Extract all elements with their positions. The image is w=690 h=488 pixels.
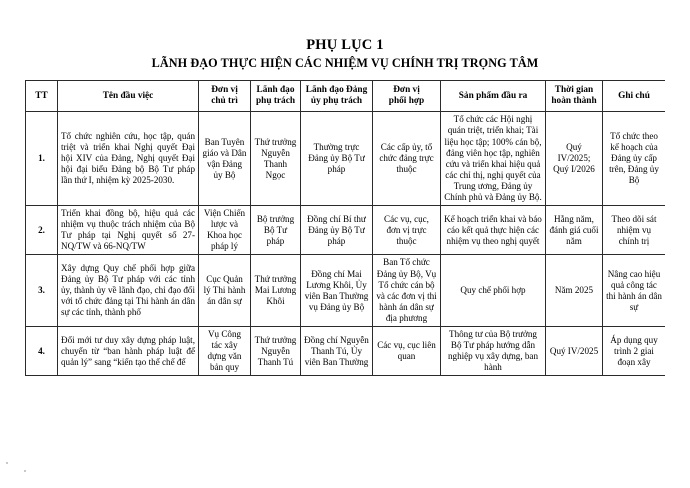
cell-leader: Thứ trưởng Nguyễn Thanh Tú <box>251 327 301 376</box>
cell-leader: Thứ trưởng Nguyễn Thanh Ngọc <box>251 112 301 206</box>
document-title: PHỤ LỤC 1 <box>306 37 384 53</box>
column-header-leader: Lãnh đạo phụ trách <box>251 81 301 112</box>
column-header-tt: TT <box>26 81 58 112</box>
cell-party-leader: Đồng chí Mai Lương Khôi, Ủy viên Ban Thường vụ Đảng ủy Bộ <box>301 255 373 327</box>
column-header-party-leader: Lãnh đạo Đảng ủy phụ trách <box>301 81 373 112</box>
cell-deadline: Quý IV/2025; Quý I/2026 <box>546 112 603 206</box>
cell-output: Tổ chức các Hội nghị quán triệt, triển khai; Tài liệu học tập; 100% cán bộ, đảng viên học tập, nghiên cứu và triển khai hiệu quả các chỉ thị, nghị quyết của Trung ương, Đảng ủy Chính phủ và Đảng ủy Bộ. <box>441 112 546 206</box>
column-header-deadline: Thời gian hoàn thành <box>546 81 603 112</box>
cell-task: Đổi mới tư duy xây dựng pháp luật, chuyển từ “ban hành pháp luật để quản lý” sang “kiến tạo thể chế để <box>58 327 199 376</box>
cell-leader: Thứ trưởng Mai Lương Khôi <box>251 255 301 327</box>
table-row <box>26 327 666 376</box>
title-block <box>0 0 690 72</box>
cell-unit: Ban Tuyên giáo và Dân vận Đảng ủy Bộ <box>199 112 251 206</box>
cell-party-leader: Đồng chí Bí thư Đảng ủy Bộ Tư pháp <box>301 206 373 255</box>
tasks-table-container <box>25 80 665 443</box>
cell-note: Áp dụng quy trình 2 giai đoạn xây <box>603 327 666 376</box>
table-body <box>26 112 666 376</box>
cell-coop-unit: Ban Tổ chức Đảng ủy Bộ, Vụ Tổ chức cán bộ và các đơn vị thi hành án dân sự địa phương <box>373 255 441 327</box>
cell-unit: Cục Quản lý Thi hành án dân sự <box>199 255 251 327</box>
table-header-row <box>26 81 666 112</box>
cell-note: Theo dõi sát nhiệm vụ chính trị <box>603 206 666 255</box>
cell-task: Triển khai đồng bộ, hiệu quả các nhiệm vụ thuộc trách nhiệm của Bộ Tư pháp tại Nghị quyết số 27-NQ/TW và 66-NQ/TW <box>58 206 199 255</box>
scan-speck <box>6 462 8 464</box>
cell-tt: 4. <box>26 327 58 376</box>
cell-output: Thông tư của Bộ trưởng Bộ Tư pháp hướng dẫn nghiệp vụ xây dựng, ban hành <box>441 327 546 376</box>
table-row <box>26 206 666 255</box>
scan-speck <box>24 470 26 472</box>
table-row <box>26 112 666 206</box>
cell-deadline: Quý IV/2025 <box>546 327 603 376</box>
cell-coop-unit: Các vụ, cục liên quan <box>373 327 441 376</box>
cell-unit: Vụ Công tác xây dựng văn bản quy <box>199 327 251 376</box>
column-header-note: Ghi chú <box>603 81 666 112</box>
cell-deadline: Năm 2025 <box>546 255 603 327</box>
column-header-unit: Đơn vị chủ trì <box>199 81 251 112</box>
cell-note: Nâng cao hiệu quả công tác thi hành án dân sự <box>603 255 666 327</box>
cell-note: Tổ chức theo kế hoạch của Đảng ủy cấp trên, Đảng ủy Bộ <box>603 112 666 206</box>
cell-unit: Viện Chiến lược và Khoa học pháp lý <box>199 206 251 255</box>
column-header-output: Sản phẩm đầu ra <box>441 81 546 112</box>
cell-tt: 1. <box>26 112 58 206</box>
cell-party-leader: Thường trực Đảng ủy Bộ Tư pháp <box>301 112 373 206</box>
cell-party-leader: Đồng chí Nguyễn Thanh Tú, Ủy viên Ban Thường <box>301 327 373 376</box>
cell-tt: 3. <box>26 255 58 327</box>
cell-output: Quy chế phối hợp <box>441 255 546 327</box>
cell-coop-unit: Các vụ, cục, đơn vị trực thuộc <box>373 206 441 255</box>
cell-tt: 2. <box>26 206 58 255</box>
cell-task: Xây dựng Quy chế phối hợp giữa Đảng ủy Bộ Tư pháp với các tỉnh ủy, thành ủy về lãnh đạo, chỉ đạo đối với tổ chức đảng tại Thi hành án dân sự các tỉnh, thành phố <box>58 255 199 327</box>
document-subtitle: LÃNH ĐẠO THỰC HIỆN CÁC NHIỆM VỤ CHÍNH TRỊ TRỌNG TÂM <box>151 56 539 71</box>
tasks-table <box>25 80 665 376</box>
cell-task: Tổ chức nghiên cứu, học tập, quán triệt và triển khai Nghị quyết Đại hội XIV của Đảng, Nghị quyết Đại hội đại biểu Đảng bộ Bộ Tư pháp lần thứ I, nhiệm kỳ 2025-2030. <box>58 112 199 206</box>
cell-output: Kế hoạch triển khai và báo cáo kết quả thực hiện các nhiệm vụ theo nghị quyết <box>441 206 546 255</box>
cell-coop-unit: Các cấp ủy, tổ chức đảng trực thuộc <box>373 112 441 206</box>
cell-deadline: Hằng năm, đánh giá cuối năm <box>546 206 603 255</box>
column-header-task: Tên đầu việc <box>58 81 199 112</box>
cell-leader: Bộ trưởng Bộ Tư pháp <box>251 206 301 255</box>
column-header-coop-unit: Đơn vị phối hợp <box>373 81 441 112</box>
table-row <box>26 255 666 327</box>
